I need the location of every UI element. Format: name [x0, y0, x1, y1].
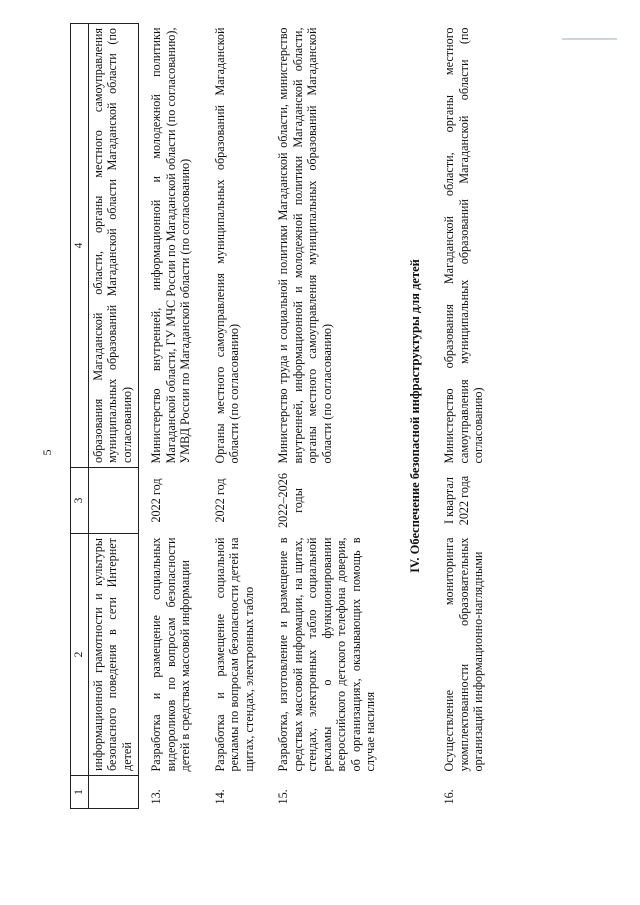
row-activity: Разработка и размещение социальных видеороликов по вопросам безопасности детей в средствах массовой информации: [149, 537, 192, 772]
table-row: [139, 24, 203, 809]
row-executors: Органы местного самоуправления муниципальных образований Магаданской области (по согласованию): [212, 27, 241, 464]
row-number: 16.: [442, 789, 456, 805]
row-number: 14.: [212, 789, 227, 805]
section-heading-row: [388, 24, 441, 809]
row-number: 13.: [149, 789, 163, 805]
row-deadline: [88, 468, 139, 534]
header-col-1: 1: [71, 776, 89, 809]
header-col-3: 3: [71, 468, 89, 534]
row-activity: информационной грамотности и культуры безопасного поведения в сети Интернет детей: [88, 534, 139, 776]
row-executors: Министерство внутренней, информационной и молодежной политики Магаданской области, ГУ МЧС России по Магаданской области (по согласованию), УМВД России по Магаданской области (по согласованию): [149, 27, 192, 464]
section-title: IV. Обеспечение безопасной инфраструктуры для детей: [407, 259, 422, 573]
plan-table: [70, 23, 490, 809]
header-col-2: 2: [71, 534, 89, 776]
table-row: [440, 24, 490, 809]
page-edge-mark: [562, 35, 617, 40]
page-number: 5: [40, 449, 54, 456]
row-executors: Министерство образования Магаданской области, органы местного самоуправления муниципальных образований Магаданской области (по согласованию): [442, 27, 485, 464]
row-executors: образования Магаданской области, органы местного самоуправления муниципальных образований Магаданской области Магаданской области (по согласованию): [88, 24, 139, 468]
row-number: [88, 776, 139, 809]
row-deadline: 2022 год: [149, 478, 163, 523]
table-row: [88, 24, 139, 809]
row-executors: Министерство труда и социальной политики Магаданской области, министерство внутренней, информационной и молодежной политики Магаданской области, органы местного самоуправления муниципальных образований Магаданской области (по согласованию): [276, 27, 334, 464]
table-row: [266, 24, 388, 809]
table-header-row: [71, 24, 89, 809]
row-deadline: I квартал 2022 года: [442, 475, 471, 526]
row-activity: Разработка и размещение социальной рекламы по вопросам безопасности детей на щитах, стендах, электронных табло: [212, 537, 256, 772]
table-row: [203, 24, 267, 809]
row-deadline: 2022 год: [212, 478, 227, 523]
row-activity: Разработка, изготовление и размещение в средствах массовой информации, на щитах, стендах, электронных табло социальной рекламы о функционировании всероссийского детского телефона доверия, об организациях, оказывающих помощь в случае насилия: [276, 537, 377, 772]
row-deadline: 2022–2026 годы: [276, 473, 305, 528]
row-activity: Осуществление мониторинга укомплектованности образовательных организаций информационно-наглядными: [442, 537, 485, 772]
header-col-4: 4: [71, 24, 89, 468]
row-number: 15.: [276, 789, 290, 805]
